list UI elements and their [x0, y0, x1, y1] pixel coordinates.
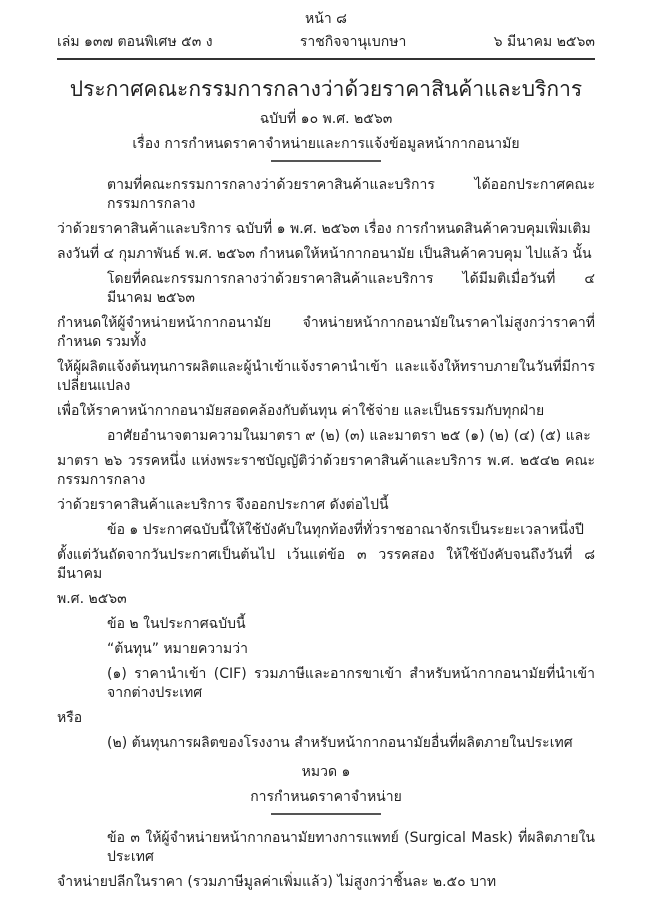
document-subject: เรื่อง การกำหนดราคาจำหน่ายและการแจ้งข้อมูลหน้ากากอนามัย — [132, 136, 520, 152]
body-line: อาศัยอำนาจตามความในมาตรา ๙ (๒) (๓) และมาตรา ๒๕ (๑) (๒) (๔) (๕) และ — [107, 428, 591, 444]
page-number: หน้า ๘ — [305, 11, 347, 27]
body-line: “ต้นทุน” หมายความว่า — [107, 641, 248, 657]
volume-info: เล่ม ๑๓๗ ตอนพิเศษ ๕๓ ง — [57, 34, 213, 50]
body-line: กำหนดให้ผู้จำหน่ายหน้ากากอนามัย จำหน่ายหน้ากากอนามัยในราคาไม่สูงกว่าราคาที่กำหนด รวมทั้ง — [57, 315, 595, 350]
body-line: ให้ผู้ผลิตแจ้งต้นทุนการผลิตและผู้นำเข้าแจ้งราคานำเข้า และแจ้งให้ทราบภายในวันที่มีการเปลี่ยนแปลง — [57, 359, 595, 394]
body-line: (๒) ต้นทุนการผลิตของโรงงาน สำหรับหน้ากากอนามัยอื่นที่ผลิตภายในประเทศ — [107, 735, 573, 751]
gazette-header — [57, 33, 595, 60]
body-line: ข้อ ๑ ประกาศฉบับนี้ให้ใช้บังคับในทุกท้องที่ทั่วราชอาณาจักรเป็นระยะเวลาหนึ่งปี — [107, 522, 584, 538]
body-line: ลงวันที่ ๔ กุมภาพันธ์ พ.ศ. ๒๕๖๓ กำหนดให้หน้ากากอนามัย เป็นสินค้าควบคุม ไปแล้ว นั้น — [57, 246, 592, 262]
body-line: ข้อ ๓ ให้ผู้จำหน่ายหน้ากากอนามัยทางการแพทย์ (Surgical Mask) ที่ผลิตภายในประเทศ — [107, 830, 595, 865]
body-line: ข้อ ๒ ในประกาศฉบับนี้ — [107, 616, 246, 632]
body-line: ตามที่คณะกรรมการกลางว่าด้วยราคาสินค้าและบริการ ได้ออกประกาศคณะกรรมการกลาง — [107, 177, 595, 212]
body-line: มาตรา ๒๖ วรรคหนึ่ง แห่งพระราชบัญญัติว่าด้วยราคาสินค้าและบริการ พ.ศ. ๒๕๔๒ คณะกรรมการกลาง — [57, 453, 595, 488]
chapter-number: หมวด ๑ — [301, 764, 351, 780]
body-line: โดยที่คณะกรรมการกลางว่าด้วยราคาสินค้าและบริการ ได้มีมติเมื่อวันที่ ๔ มีนาคม ๒๕๖๓ — [107, 271, 595, 306]
gazette-date: ๖ มีนาคม ๒๕๖๓ — [493, 34, 595, 50]
body-line: ตั้งแต่วันถัดจากวันประกาศเป็นต้นไป เว้นแต่ข้อ ๓ วรรคสอง ให้ใช้บังคับจนถึงวันที่ ๘ มีนาคม — [57, 547, 595, 582]
document-number: ฉบับที่ ๑๐ พ.ศ. ๒๕๖๓ — [259, 111, 393, 127]
document-title: ประกาศคณะกรรมการกลางว่าด้วยราคาสินค้าและบริการ — [69, 77, 583, 101]
chapter-title: การกำหนดราคาจำหน่าย — [250, 789, 402, 805]
body-line: ว่าด้วยราคาสินค้าและบริการ ฉบับที่ ๑ พ.ศ. ๒๕๖๓ เรื่อง การกำหนดสินค้าควบคุมเพิ่มเติม — [57, 221, 591, 237]
body-line: พ.ศ. ๒๕๖๓ — [57, 591, 127, 607]
body-line: หรือ — [57, 710, 83, 726]
body-line: (๑) ราคานำเข้า (CIF) รวมภาษีและอากรขาเข้า สำหรับหน้ากากอนามัยที่นำเข้าจากต่างประเทศ — [107, 666, 595, 701]
body-line: จำหน่ายปลีกในราคา (รวมภาษีมูลค่าเพิ่มแล้ว) ไม่สูงกว่าชิ้นละ ๒.๕๐ บาท — [57, 874, 497, 890]
body-line: เพื่อให้ราคาหน้ากากอนามัยสอดคล้องกับต้นทุน ค่าใช้จ่าย และเป็นธรรมกับทุกฝ่าย — [57, 403, 545, 419]
body-line: ว่าด้วยราคาสินค้าและบริการ จึงออกประกาศ ดังต่อไปนี้ — [57, 497, 389, 513]
title-separator — [271, 160, 381, 162]
chapter-separator — [271, 813, 381, 815]
gazette-name: ราชกิจจานุเบกษา — [299, 34, 407, 50]
